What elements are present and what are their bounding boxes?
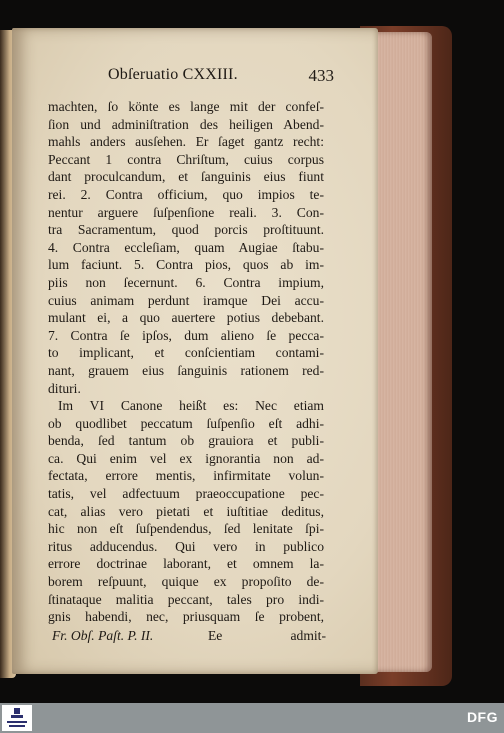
text-line: lum faciunt. 5. Contra pios, quos ab im-: [48, 257, 324, 273]
text-line: ca. Qui enim vel ex ignorantia non ad-: [48, 450, 324, 466]
signature-mark: Ee: [208, 627, 223, 643]
body-text: [48, 98, 324, 626]
text-line: tatis, vel adfectuum praeoccupatione pec-: [48, 486, 324, 502]
text-line: cuius animam perdunt iramque Dei accu-: [48, 292, 324, 308]
text-line: hic non eſt ſuſpendendus, ſed lenitate ſpi-: [48, 521, 324, 537]
text-line: Peccant 1 contra Chriſtum, cuius corpus: [48, 151, 324, 167]
text-line: 7. Contra ſe ipſos, dum alieno ſe pecca-: [48, 327, 324, 343]
text-line: ob quodlibet peccatum ſuſpenſio eſt adhi-: [48, 415, 324, 431]
text-line: cat, alias vero pietati et iuſtitiae deditus,: [48, 503, 324, 519]
franckesche-stiftungen-logo: [2, 705, 32, 731]
page-text-block: [48, 66, 334, 648]
text-line: Im VI Canone heißt es: Nec etiam: [58, 398, 324, 414]
text-line: gnis habendi, nec, priusquam ſe probent,: [48, 609, 324, 625]
text-line: 4. Contra eccleſiam, quam Augiae ſtabu-: [48, 239, 324, 255]
text-line: rei. 2. Contra officium, quo impios te-: [48, 186, 324, 202]
text-line: mulant ei, a quo auertere potius debebant.: [48, 310, 324, 326]
text-line: dituri.: [48, 380, 81, 396]
page-number: 433: [308, 66, 334, 85]
text-line: borem reſpuunt, quique ex propoſito de-: [48, 574, 324, 590]
text-line: ſtinataque malitia peccant, tales pro indi-: [48, 591, 324, 607]
text-line: machten, ſo könte es lange mit der confeſ-: [48, 99, 324, 114]
running-head: [48, 66, 334, 92]
signature-line: Fr. Obſ. Paſt. P. II.: [52, 627, 154, 643]
institution-logo-icon: [4, 707, 30, 729]
catchword: admit-: [290, 627, 326, 643]
text-line: piis non ſecernunt. 6. Contra impium,: [48, 274, 324, 290]
text-line: nant, grauem eius ſanguinis rationem red-: [48, 362, 324, 378]
text-line: dant proculcandum, et ſanguinis eius fiunt: [48, 169, 324, 185]
viewer-footer-bar: [0, 703, 504, 733]
text-line: ritus adducendus. Qui vero in publico: [48, 538, 324, 554]
text-line: fectata, errore mentis, infirmitate volun-: [48, 468, 324, 484]
text-line: mahls anders ausſehen. Er ſaget gantz recht:: [48, 134, 324, 150]
text-line: ſion und adminiſtration des heiligen Abend-: [48, 116, 324, 132]
dfg-logo: DFG: [466, 709, 498, 725]
text-line: errore doctrinae laborant, et omnem la-: [48, 556, 324, 572]
text-line: benda, ſed tantum ob grauiora et publi-: [48, 433, 324, 449]
running-title: Obſeruatio CXXIII.: [108, 66, 238, 83]
text-line: tra Sacramentum, quod porcis proſtituunt.: [48, 222, 324, 238]
page-footer: [48, 628, 324, 648]
text-line: to implicant, et conſcientiam contami-: [48, 345, 324, 361]
text-line: nentur arguere ſuſpenſione reali. 3. Con-: [48, 204, 324, 220]
